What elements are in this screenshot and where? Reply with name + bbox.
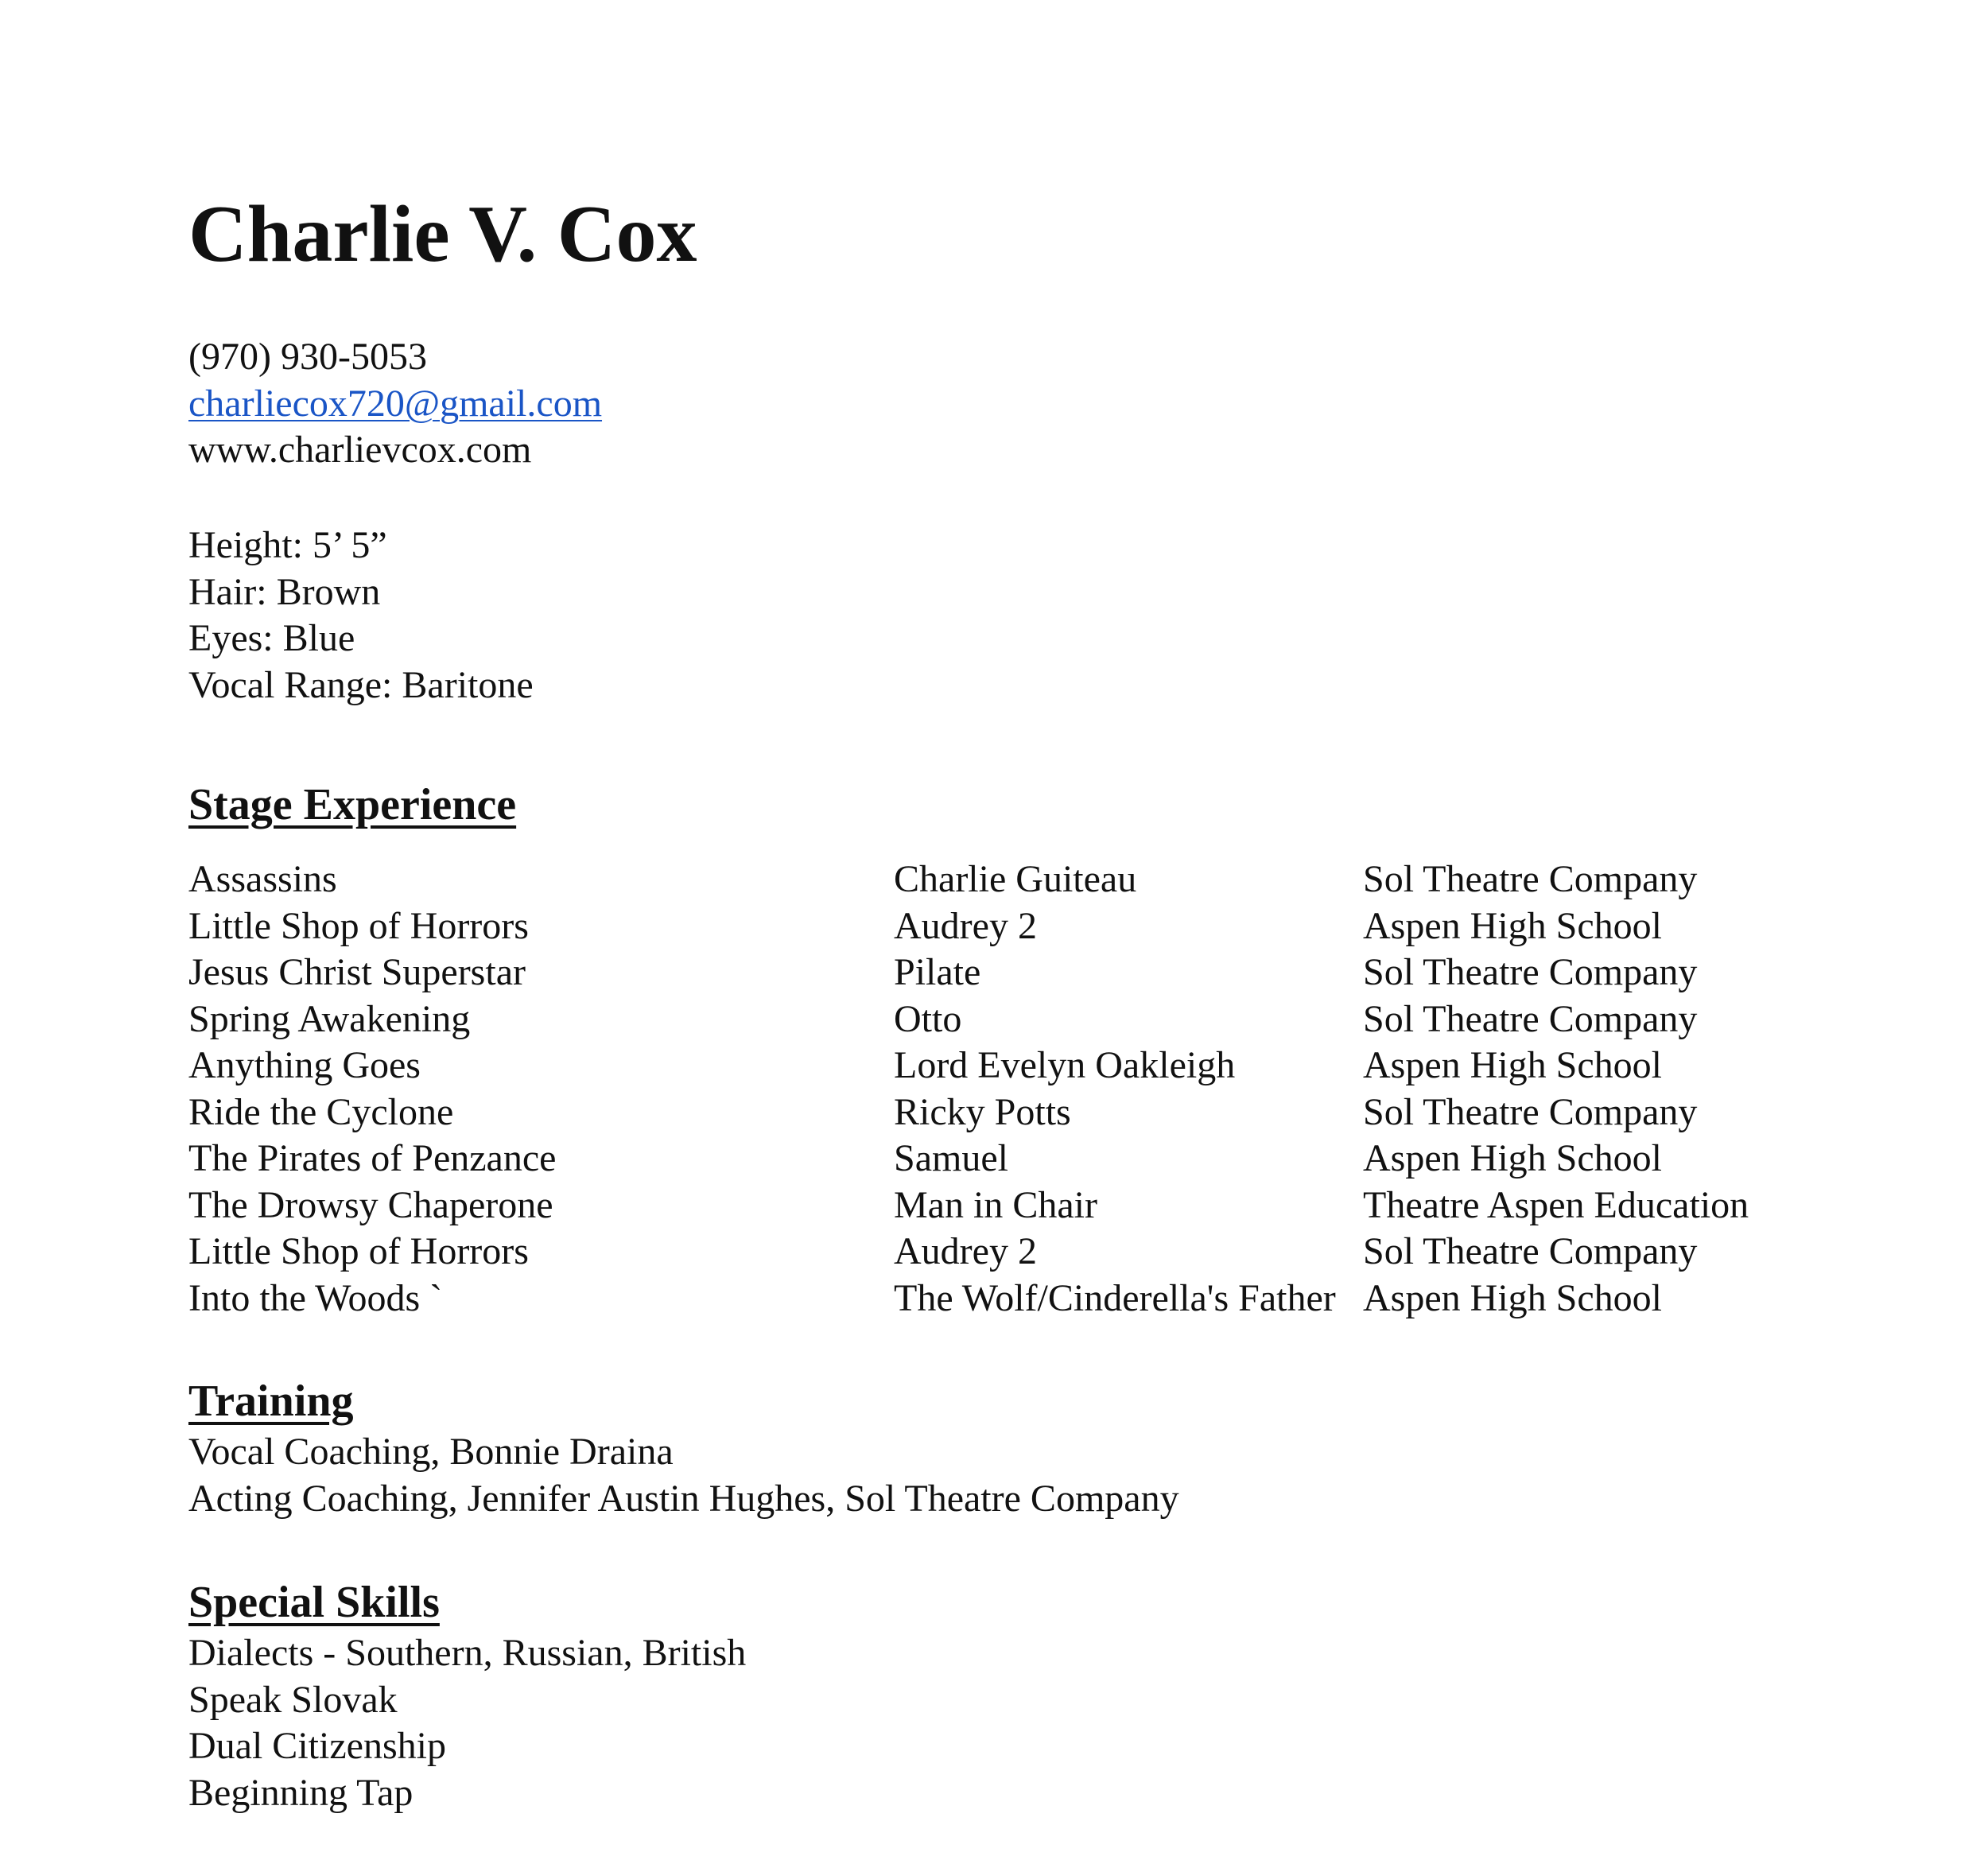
skill-item: Dialects - Southern, Russian, British: [188, 1632, 747, 1674]
special-skills-heading: Special Skills: [188, 1578, 440, 1627]
email-link[interactable]: charliecox720@gmail.com: [188, 382, 603, 425]
role-name: Lord Evelyn Oakleigh: [894, 1044, 1236, 1086]
show-title: Into the Woods `: [188, 1276, 443, 1319]
company-name: Sol Theatre Company: [1363, 1230, 1698, 1272]
attribute-vocal-range: Vocal Range: Baritone: [188, 663, 534, 706]
table-row: [188, 903, 1808, 950]
show-title: Little Shop of Horrors: [188, 1230, 529, 1272]
role-name: Pilate: [894, 951, 981, 993]
attribute-hair: Hair: Brown: [188, 570, 381, 613]
role-name: Otto: [894, 997, 962, 1040]
table-row: [188, 1182, 1808, 1229]
role-name: Samuel: [894, 1137, 1008, 1179]
show-title: Anything Goes: [188, 1044, 421, 1086]
table-row: [188, 1043, 1808, 1089]
role-name: Audrey 2: [894, 1230, 1037, 1272]
website-text: www.charlievcox.com: [188, 429, 532, 471]
company-name: Sol Theatre Company: [1363, 951, 1698, 993]
skill-item: Speak Slovak: [188, 1678, 398, 1721]
show-title: The Pirates of Penzance: [188, 1137, 557, 1179]
company-name: Aspen High School: [1363, 1137, 1662, 1179]
role-name: The Wolf/Cinderella's Father: [894, 1276, 1336, 1319]
table-row: [188, 1089, 1808, 1136]
show-title: Spring Awakening: [188, 997, 471, 1040]
company-name: Aspen High School: [1363, 1276, 1662, 1319]
table-row: [188, 1276, 1808, 1322]
company-name: Theatre Aspen Education: [1363, 1183, 1749, 1226]
training-item: Vocal Coaching, Bonnie Draina: [188, 1431, 674, 1473]
table-row: [188, 996, 1808, 1043]
company-name: Aspen High School: [1363, 904, 1662, 947]
company-name: Aspen High School: [1363, 1044, 1662, 1086]
show-title: Jesus Christ Superstar: [188, 951, 526, 993]
role-name: Man in Chair: [894, 1183, 1097, 1226]
training-heading: Training: [188, 1377, 354, 1426]
skill-item: Beginning Tap: [188, 1771, 414, 1814]
stage-experience-heading: Stage Experience: [188, 780, 517, 829]
skill-item: Dual Citizenship: [188, 1725, 446, 1767]
show-title: The Drowsy Chaperone: [188, 1183, 553, 1226]
show-title: Assassins: [188, 858, 337, 900]
resume-name: Charlie V. Cox: [188, 189, 697, 279]
table-row: [188, 949, 1808, 996]
table-row: [188, 856, 1808, 903]
company-name: Sol Theatre Company: [1363, 1090, 1698, 1133]
role-name: Audrey 2: [894, 904, 1037, 947]
training-item: Acting Coaching, Jennifer Austin Hughes, Sol Theatre Company: [188, 1477, 1179, 1520]
company-name: Sol Theatre Company: [1363, 858, 1698, 900]
stage-experience-table: [188, 856, 1808, 1322]
physical-attributes: [188, 522, 534, 709]
table-row: [188, 1229, 1808, 1276]
role-name: Charlie Guiteau: [894, 858, 1137, 900]
phone-number: (970) 930-5053: [188, 336, 427, 378]
special-skills-list: [188, 1630, 746, 1816]
attribute-height: Height: 5’ 5”: [188, 524, 387, 566]
role-name: Ricky Potts: [894, 1090, 1071, 1133]
attribute-eyes: Eyes: Blue: [188, 617, 355, 659]
contact-info: [188, 334, 602, 474]
company-name: Sol Theatre Company: [1363, 997, 1698, 1040]
show-title: Little Shop of Horrors: [188, 904, 529, 947]
show-title: Ride the Cyclone: [188, 1090, 454, 1133]
training-list: [188, 1429, 1179, 1522]
table-row: [188, 1136, 1808, 1182]
